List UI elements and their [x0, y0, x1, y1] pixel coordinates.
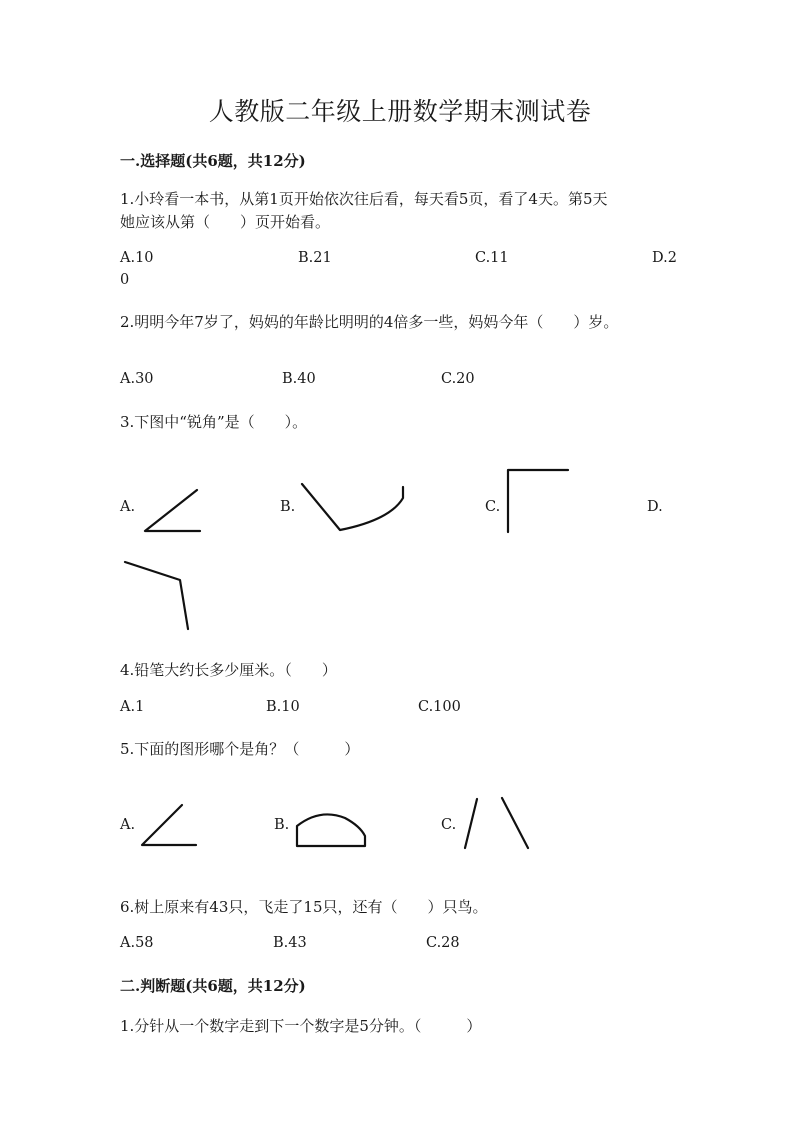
q5-figure-c-line-right — [502, 798, 528, 848]
q3-option-b[interactable]: B. — [280, 499, 296, 515]
question-4: 4.铅笔大约长多少厘米。（ ） — [120, 661, 337, 679]
q6-option-b[interactable]: B.43 — [273, 935, 307, 951]
question-1-line-2: 她应该从第（ ）页开始看。 — [120, 213, 331, 231]
section-heading-choice: 一.选择题(共6题，共12分) — [120, 152, 306, 170]
question-3: 3.下图中“锐角”是（ ）。 — [120, 413, 308, 431]
q2-option-b[interactable]: B.40 — [282, 371, 316, 387]
q5-option-a[interactable]: A. — [120, 817, 136, 833]
q1-option-c[interactable]: C.11 — [475, 250, 509, 266]
q5-figure-a-angle — [142, 805, 196, 845]
q5-figure-c-line-left — [465, 799, 477, 848]
q5-option-c[interactable]: C. — [441, 817, 457, 833]
question-1-line-1: 1.小玲看一本书，从第1页开始依次往后看，每天看5页，看了4天。第5天 — [120, 190, 608, 208]
judgement-question-1: 1.分针从一个数字走到下一个数字是5分钟。（ ） — [120, 1017, 482, 1035]
section-heading-judgement: 二.判断题(共6题，共12分) — [120, 977, 306, 995]
q3-option-c[interactable]: C. — [485, 499, 501, 515]
page-title: 人教版二年级上册数学期末测试卷 — [208, 97, 592, 126]
q5-figure-b-dome — [297, 814, 365, 846]
q4-option-b[interactable]: B.10 — [266, 699, 300, 715]
q6-option-a[interactable]: A.58 — [120, 935, 154, 951]
q1-option-b[interactable]: B.21 — [298, 250, 332, 266]
q5-option-b[interactable]: B. — [274, 817, 290, 833]
question-5: 5.下面的图形哪个是角？（ ） — [120, 740, 360, 758]
question-2: 2.明明今年7岁了，妈妈的年龄比明明的4倍多一些，妈妈今年（ ）岁。 — [120, 313, 619, 331]
q6-option-c[interactable]: C.28 — [426, 935, 460, 951]
q1-option-a[interactable]: A.10 — [120, 250, 154, 266]
q4-option-c[interactable]: C.100 — [418, 699, 461, 715]
q4-option-a[interactable]: A.1 — [120, 699, 145, 715]
q3-option-a[interactable]: A. — [120, 499, 136, 515]
q2-option-c[interactable]: C.20 — [441, 371, 475, 387]
question-6: 6.树上原来有43只，飞走了15只，还有（ ）只鸟。 — [120, 898, 488, 916]
q1-option-d-wrap: 0 — [120, 272, 130, 288]
q1-option-d[interactable]: D.2 — [652, 250, 677, 266]
q2-option-a[interactable]: A.30 — [120, 371, 154, 387]
q3-option-d[interactable]: D. — [647, 499, 663, 515]
